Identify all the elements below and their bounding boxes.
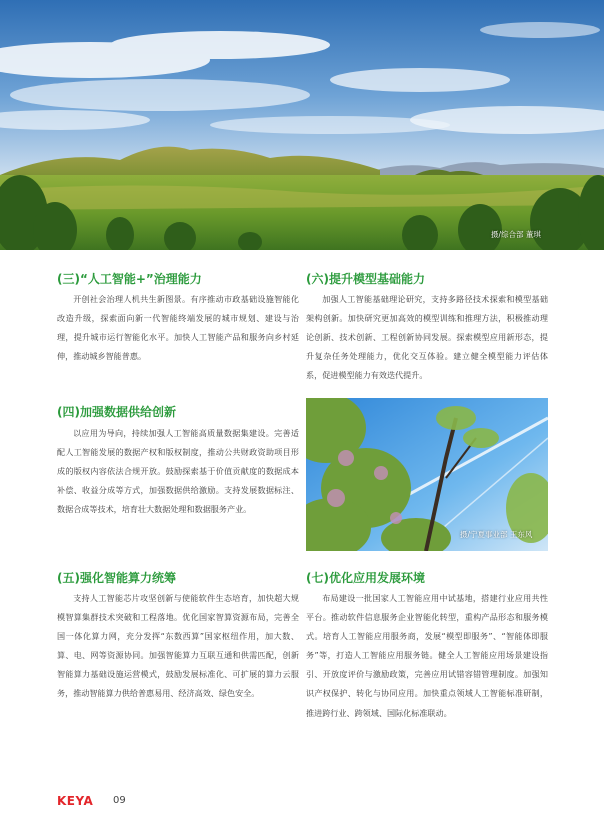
section-4-body: 以应用为导向，持续加强人工智能高质量数据集建设。完善适配人工智能发展的数据产权和版权制度，推动公共财政资助项目形成的版权内容依法合规开放。鼓励探索基于价值贡献度的数据成本补偿、收益分成等方式，加强数据供给激励。支持发展数据标注、数据合成等技术，培育壮大数据处理和数据服务产业。: [57, 428, 299, 515]
section-6-body: 加强人工智能基础理论研究，支持多路径技术探索和模型基础架构创新。加快研究更加高效的模型训练和推理方法，积极推动理论创新、技术创新、工程创新协同发展。探索模型应用新形态，提升复杂任务处理能力，优化交互体验。建立健全模型能力评估体系，促进模型能力有效迭代提升。: [306, 294, 548, 381]
section-4-title: (四)加强数据供给创新: [57, 405, 176, 419]
secondary-photo-credit: 摄/宁夏事业部 王东风: [460, 530, 533, 539]
hero-landscape-photo: [0, 0, 604, 250]
section-3-title: (三)“人工智能+”治理能力: [57, 272, 202, 286]
section-5-body: 支持人工智能芯片攻坚创新与使能软件生态培育，加快超大规模智算集群技术突破和工程落地。优化国家智算资源布局，完善全国一体化算力网，充分发挥“东数西算”国家枢纽作用，加大数、算、电、网等资源协同。加强智能算力互联互通和供需匹配，创新智能算力基础设施运营模式，鼓励发展标准化、可扩展的算力云服务，推动智能算力供给普惠易用、经济高效、绿色安全。: [57, 593, 299, 699]
footer-brand-logo: KEYA: [57, 794, 94, 808]
hero-photo-credit: 摄/综合部 董琪: [491, 230, 541, 239]
section-6-title: (六)提升模型基础能力: [306, 272, 425, 286]
section-3-body: 开创社会治理人机共生新图景。有序推动市政基础设施智能化改造升级，探索面向新一代智能终端发展的城市规划、建设与治理，提升城市运行智能化水平。加快人工智能产品和服务向乡村延伸，推动城乡智能普惠。: [57, 294, 299, 362]
section-7-title: (七)优化应用发展环境: [306, 571, 425, 585]
page-number: 09: [113, 795, 126, 806]
tree-sky-photo: [306, 398, 548, 551]
section-5-title: (五)强化智能算力统筹: [57, 571, 176, 585]
hero-landscape-illustration: [0, 0, 604, 250]
section-7-body: 布局建设一批国家人工智能应用中试基地，搭建行业应用共性平台。推动软件信息服务企业智能化转型，重构产品形态和服务模式。培育人工智能应用服务商，发展“模型即服务”、“智能体即服务”等，打造人工智能应用服务链。健全人工智能应用场景建设指引、开放度评价与激励政策，完善应用试错容错管理制度。加强知识产权保护、转化与协同应用。加快重点领域人工智能标准研制，推进跨行业、跨领域、国际化标准联动。: [306, 593, 548, 718]
